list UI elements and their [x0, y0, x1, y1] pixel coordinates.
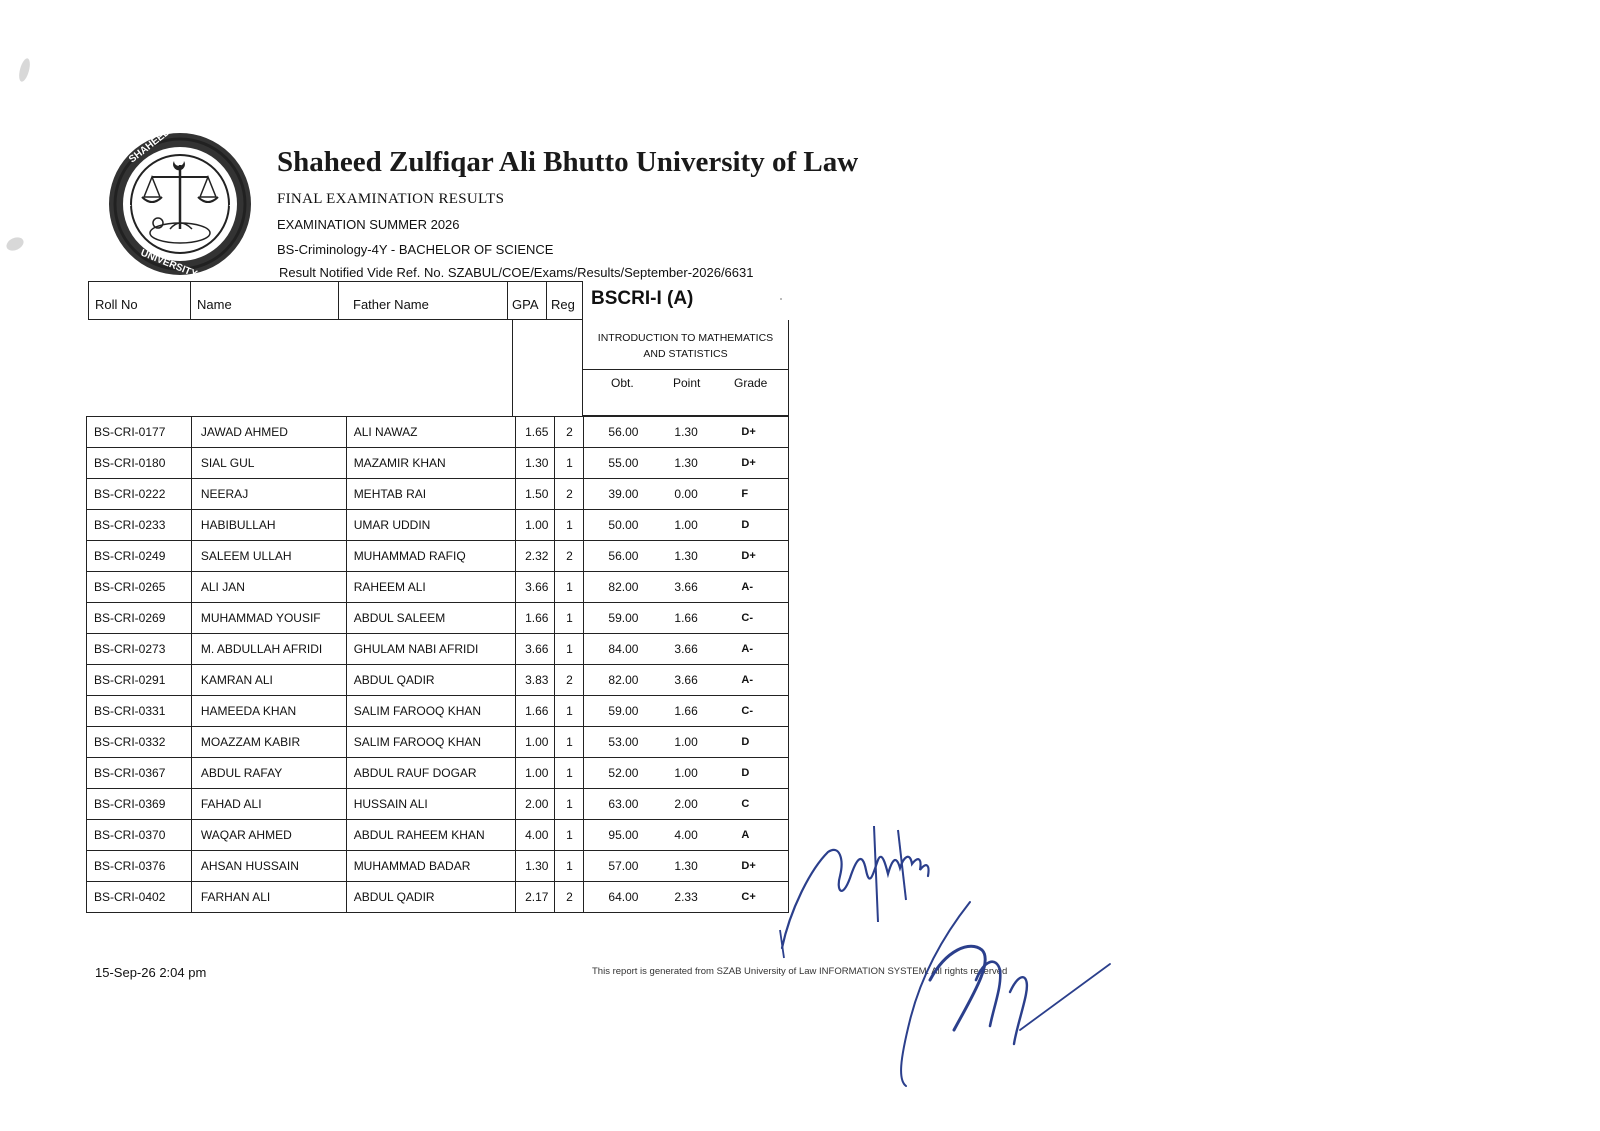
obt-value: 56.00	[608, 549, 639, 563]
subject-marks-cell	[584, 417, 789, 448]
scan-speck	[17, 57, 32, 83]
reg-cell: 1	[555, 696, 584, 727]
obt-value: 95.00	[608, 828, 639, 842]
gpa-cell: 1.30	[516, 851, 555, 882]
father-name-cell: ALI NAWAZ	[346, 417, 516, 448]
scan-speck	[780, 298, 782, 300]
gpa-cell: 1.50	[516, 479, 555, 510]
subject-marks-cell	[584, 541, 789, 572]
father-name-cell: MUHAMMAD RAFIQ	[346, 541, 516, 572]
point-value: 1.30	[674, 549, 698, 563]
roll-no-cell: BS-CRI-0265	[87, 572, 192, 603]
subject-marks-cell	[584, 820, 789, 851]
table-row	[87, 603, 789, 634]
student-name-cell: KAMRAN ALI	[191, 665, 346, 696]
point-value: 4.00	[674, 828, 698, 842]
reg-cell: 2	[555, 541, 584, 572]
subject-name	[583, 330, 788, 362]
reg-cell: 1	[555, 789, 584, 820]
subject-marks-cell	[584, 448, 789, 479]
gpa-cell: 2.17	[516, 882, 555, 913]
point-value: 1.30	[674, 859, 698, 873]
point-value: 2.33	[674, 890, 698, 904]
student-name-cell: MUHAMMAD YOUSIF	[191, 603, 346, 634]
roll-no-cell: BS-CRI-0331	[87, 696, 192, 727]
header-grade: Grade	[734, 376, 768, 390]
grade-value: C-	[741, 705, 754, 717]
table-header	[88, 281, 583, 320]
point-value: 1.30	[674, 425, 698, 439]
father-name-cell: ABDUL QADIR	[346, 665, 516, 696]
point-value: 1.30	[674, 456, 698, 470]
father-name-cell: MUHAMMAD BADAR	[346, 851, 516, 882]
grade-value: A-	[741, 643, 754, 655]
roll-no-cell: BS-CRI-0273	[87, 634, 192, 665]
student-name-cell: ALI JAN	[191, 572, 346, 603]
point-value: 0.00	[674, 487, 698, 501]
svg-text:SHAHEED ZULFIQAR ALI BHUTTO: SHAHEED ZULFIQAR ALI BHUTTO	[127, 55, 264, 166]
table-row	[87, 820, 789, 851]
gpa-cell: 1.00	[516, 727, 555, 758]
obt-value: 53.00	[608, 735, 639, 749]
point-value: 3.66	[674, 642, 698, 656]
grade-value: D	[741, 767, 750, 779]
subject-marks-cell	[584, 882, 789, 913]
university-seal-logo	[110, 55, 264, 296]
table-row	[87, 789, 789, 820]
table-row	[87, 479, 789, 510]
subject-marks-cell	[584, 789, 789, 820]
gpa-cell: 1.66	[516, 696, 555, 727]
table-row	[87, 572, 789, 603]
header-point: Point	[673, 376, 701, 390]
reg-cell: 1	[555, 603, 584, 634]
table-row	[87, 758, 789, 789]
university-title: Shaheed Zulfiqar Ali Bhutto University of Law	[277, 146, 859, 178]
table-row	[87, 448, 789, 479]
roll-no-cell: BS-CRI-0332	[87, 727, 192, 758]
gpa-cell: 1.00	[516, 510, 555, 541]
subject-marks-cell	[584, 634, 789, 665]
grade-value: D	[741, 519, 750, 531]
subject-name-line2: AND STATISTICS	[643, 348, 728, 360]
reg-cell: 1	[555, 572, 584, 603]
grade-value: C-	[741, 612, 754, 624]
grade-value: D+	[741, 860, 756, 872]
obt-value: 82.00	[608, 580, 639, 594]
subject-marks-cell	[584, 758, 789, 789]
roll-no-cell: BS-CRI-0370	[87, 820, 192, 851]
father-name-cell: RAHEEM ALI	[346, 572, 516, 603]
obt-value: 64.00	[608, 890, 639, 904]
gpa-cell: 3.66	[516, 572, 555, 603]
table-row	[87, 634, 789, 665]
gpa-cell: 2.00	[516, 789, 555, 820]
header-gpa: GPA	[508, 282, 547, 319]
reg-cell: 2	[555, 882, 584, 913]
roll-no-cell: BS-CRI-0376	[87, 851, 192, 882]
gpa-cell: 1.30	[516, 448, 555, 479]
student-name-cell: JAWAD AHMED	[191, 417, 346, 448]
svg-text:★: ★	[228, 201, 237, 211]
point-value: 3.66	[674, 580, 698, 594]
point-value: 1.66	[674, 611, 698, 625]
reg-cell: 1	[555, 448, 584, 479]
father-name-cell: SALIM FAROOQ KHAN	[346, 696, 516, 727]
subject-marks-cell	[584, 603, 789, 634]
svg-text:UNIVERSITY OF LAW: UNIVERSITY OF LAW	[138, 247, 238, 296]
grade-value: C	[741, 798, 750, 810]
father-name-cell: ABDUL QADIR	[346, 882, 516, 913]
grade-value: C+	[741, 891, 756, 903]
reg-cell: 1	[555, 727, 584, 758]
grade-value: F	[741, 488, 749, 500]
father-name-cell: HUSSAIN ALI	[346, 789, 516, 820]
table-row	[87, 851, 789, 882]
grade-value: D+	[741, 457, 756, 469]
obt-value: 55.00	[608, 456, 639, 470]
father-name-cell: GHULAM NABI AFRIDI	[346, 634, 516, 665]
roll-no-cell: BS-CRI-0249	[87, 541, 192, 572]
scan-speck	[4, 235, 25, 253]
father-name-cell: ABDUL RAUF DOGAR	[346, 758, 516, 789]
obt-value: 50.00	[608, 518, 639, 532]
column-divider	[549, 320, 583, 416]
gpa-cell: 1.65	[516, 417, 555, 448]
table-row	[87, 727, 789, 758]
subject-marks-cell	[584, 851, 789, 882]
gpa-cell: 1.00	[516, 758, 555, 789]
obt-value: 56.00	[608, 425, 639, 439]
subject-marks-cell	[584, 665, 789, 696]
print-timestamp: 15-Sep-26 2:04 pm	[95, 965, 207, 980]
reg-cell: 1	[555, 758, 584, 789]
notification-ref: Result Notified Vide Ref. No. SZABUL/COE/Exams/Results/September-2026/6631	[279, 265, 754, 280]
course-code: BSCRI-I (A)	[591, 288, 694, 309]
student-name-cell: NEERAJ	[191, 479, 346, 510]
subject-separator	[583, 369, 788, 370]
subject-marks-cell	[584, 727, 789, 758]
father-name-cell: MAZAMIR KHAN	[346, 448, 516, 479]
header-father-name: Father Name	[339, 282, 508, 319]
reg-cell: 1	[555, 851, 584, 882]
father-name-cell: SALIM FAROOQ KHAN	[346, 727, 516, 758]
subject-header	[582, 320, 789, 416]
student-name-cell: AHSAN HUSSAIN	[191, 851, 346, 882]
gpa-cell: 1.66	[516, 603, 555, 634]
obt-value: 59.00	[608, 704, 639, 718]
roll-no-cell: BS-CRI-0233	[87, 510, 192, 541]
roll-no-cell: BS-CRI-0222	[87, 479, 192, 510]
table-row	[87, 541, 789, 572]
table-row	[87, 696, 789, 727]
student-name-cell: MOAZZAM KABIR	[191, 727, 346, 758]
obt-value: 59.00	[608, 611, 639, 625]
student-name-cell: WAQAR AHMED	[191, 820, 346, 851]
results-subtitle: FINAL EXAMINATION RESULTS	[277, 191, 505, 207]
reg-cell: 2	[555, 417, 584, 448]
results-table	[86, 416, 789, 913]
exam-session: EXAMINATION SUMMER 2026	[277, 217, 460, 232]
obt-value: 82.00	[608, 673, 639, 687]
reg-cell: 1	[555, 510, 584, 541]
roll-no-cell: BS-CRI-0402	[87, 882, 192, 913]
handwritten-signature	[770, 830, 1130, 1100]
grade-value: A	[741, 829, 750, 841]
subject-marks-cell	[584, 479, 789, 510]
student-name-cell: FARHAN ALI	[191, 882, 346, 913]
point-value: 1.00	[674, 518, 698, 532]
column-divider	[512, 320, 513, 416]
grade-value: D	[741, 736, 750, 748]
point-value: 3.66	[674, 673, 698, 687]
point-value: 1.00	[674, 735, 698, 749]
subject-marks-cell	[584, 696, 789, 727]
point-value: 2.00	[674, 797, 698, 811]
student-name-cell: M. ABDULLAH AFRIDI	[191, 634, 346, 665]
subject-name-line1: INTRODUCTION TO MATHEMATICS	[597, 332, 774, 344]
table-row	[87, 882, 789, 913]
obt-value: 52.00	[608, 766, 639, 780]
gpa-cell: 3.66	[516, 634, 555, 665]
father-name-cell: MEHTAB RAI	[346, 479, 516, 510]
table-row	[87, 417, 789, 448]
reg-cell: 1	[555, 634, 584, 665]
student-name-cell: FAHAD ALI	[191, 789, 346, 820]
gpa-cell: 4.00	[516, 820, 555, 851]
table-row	[87, 510, 789, 541]
roll-no-cell: BS-CRI-0177	[87, 417, 192, 448]
student-name-cell: ABDUL RAFAY	[191, 758, 346, 789]
father-name-cell: UMAR UDDIN	[346, 510, 516, 541]
subject-marks-cell	[584, 572, 789, 603]
grade-value: A-	[741, 674, 754, 686]
roll-no-cell: BS-CRI-0369	[87, 789, 192, 820]
header-roll-no: Roll No	[89, 282, 191, 319]
roll-no-cell: BS-CRI-0291	[87, 665, 192, 696]
header-name: Name	[191, 282, 339, 319]
student-name-cell: HAMEEDA KHAN	[191, 696, 346, 727]
reg-cell: 2	[555, 665, 584, 696]
grade-value: D+	[741, 426, 756, 438]
svg-text:★: ★	[124, 201, 133, 211]
student-name-cell: HABIBULLAH	[191, 510, 346, 541]
point-value: 1.66	[674, 704, 698, 718]
gpa-cell: 3.83	[516, 665, 555, 696]
father-name-cell: ABDUL RAHEEM KHAN	[346, 820, 516, 851]
father-name-cell: ABDUL SALEEM	[346, 603, 516, 634]
grade-value: A-	[741, 581, 754, 593]
roll-no-cell: BS-CRI-0269	[87, 603, 192, 634]
obt-value: 39.00	[608, 487, 639, 501]
roll-no-cell: BS-CRI-0367	[87, 758, 192, 789]
system-footer-note: This report is generated from SZAB University of Law INFORMATION SYSTEM. All rights reserved	[592, 966, 1008, 977]
point-value: 1.00	[674, 766, 698, 780]
header-reg: Reg	[551, 297, 575, 312]
subject-marks-cell	[584, 510, 789, 541]
grade-value: D+	[741, 550, 756, 562]
reg-cell: 2	[555, 479, 584, 510]
gpa-cell: 2.32	[516, 541, 555, 572]
student-name-cell: SALEEM ULLAH	[191, 541, 346, 572]
table-row	[87, 665, 789, 696]
reg-cell: 1	[555, 820, 584, 851]
obt-value: 84.00	[608, 642, 639, 656]
header-obt: Obt.	[611, 376, 634, 390]
student-name-cell: SIAL GUL	[191, 448, 346, 479]
program-name: BS-Criminology-4Y - BACHELOR OF SCIENCE	[277, 242, 554, 257]
obt-value: 63.00	[608, 797, 639, 811]
obt-value: 57.00	[608, 859, 639, 873]
roll-no-cell: BS-CRI-0180	[87, 448, 192, 479]
